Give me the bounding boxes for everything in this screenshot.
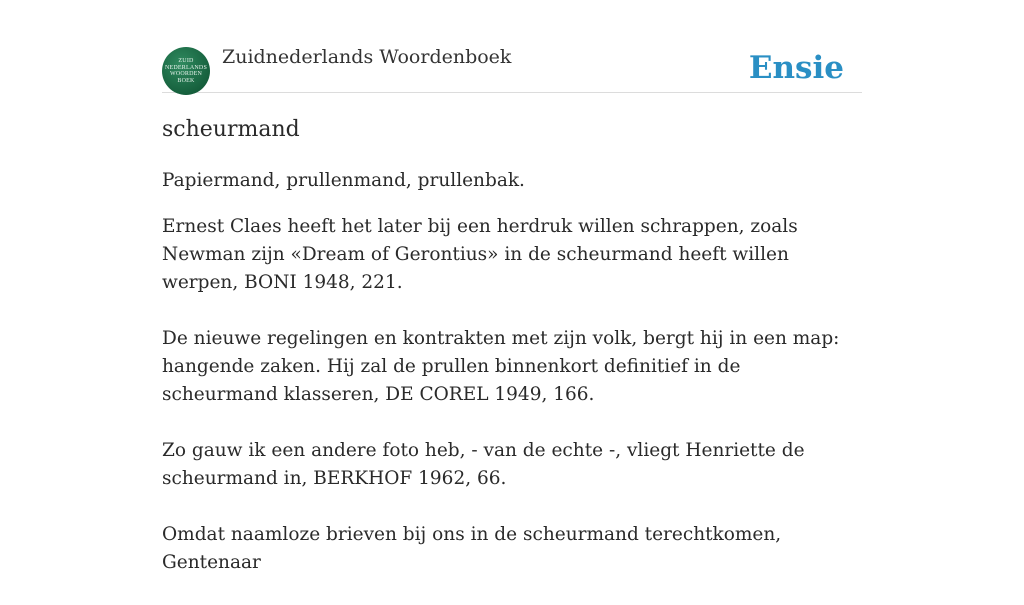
logo-text-line: NEDERLANDS	[165, 64, 207, 71]
logo-text-line: ZUID	[178, 58, 194, 64]
example-quote: Omdat naamloze brieven bij ons in de scheurmand terechtkomen, Gentenaar	[162, 524, 782, 573]
site-header	[162, 44, 862, 93]
logo-text-line: WOORDEN	[169, 71, 203, 77]
entry-definition: Papiermand, prullenmand, prullenbak.	[162, 170, 525, 191]
zuidnederlands-woordenboek-logo[interactable]	[162, 47, 210, 95]
ensie-brand-link[interactable]: Ensie	[748, 50, 844, 86]
logo-text-line: BOEK	[177, 77, 195, 84]
entry-content	[162, 114, 862, 605]
example-quote: Zo gauw ik een andere foto heb, - van de echte -, vliegt Henriette de scheurmand in, BERKHOF 1962, 66.	[162, 440, 805, 489]
dictionary-name[interactable]: Zuidnederlands Woordenboek	[222, 46, 512, 68]
entry-headword: scheurmand	[162, 117, 300, 142]
example-quote: Ernest Claes heeft het later bij een herdruk willen schrappen, zoals Newman zijn «Dream of Gerontius» in de scheurmand heeft willen werpen, BONI 1948, 221.	[162, 216, 798, 293]
example-quote: De nieuwe regelingen en kontrakten met zijn volk, bergt hij in een map: hangende zaken. Hij zal de prullen binnenkort definitief in de scheurmand klasseren, DE COREL 1949, 166.	[162, 328, 840, 405]
